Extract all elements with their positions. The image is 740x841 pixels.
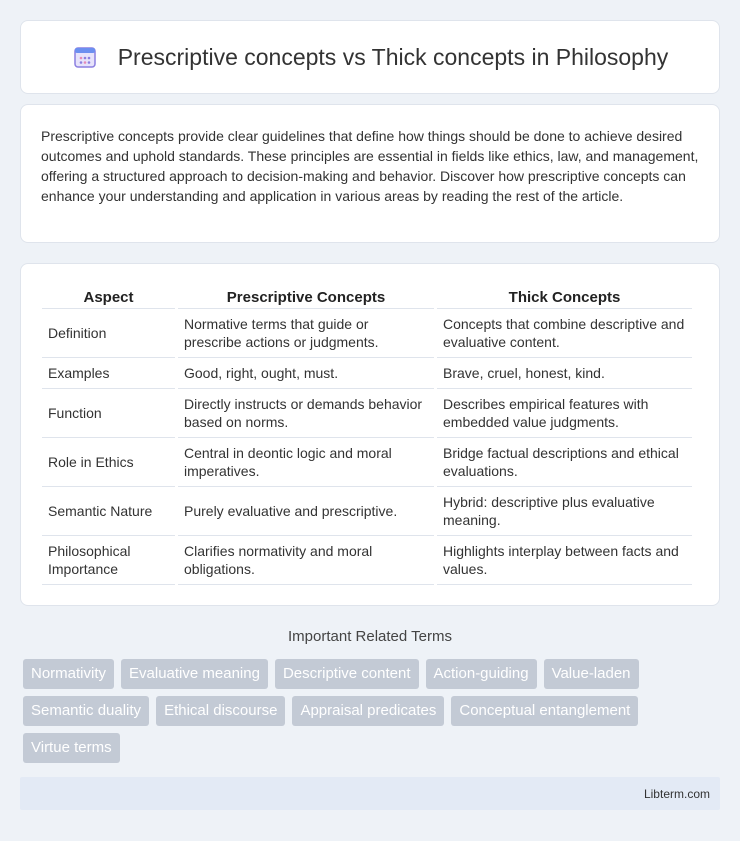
column-header-aspect: Aspect <box>42 286 175 309</box>
footer-site-link[interactable]: Libterm.com <box>643 787 710 801</box>
table-cell: Purely evaluative and prescriptive. <box>178 487 434 536</box>
footer <box>20 777 720 810</box>
table-header-row <box>42 286 692 309</box>
header-card <box>20 20 720 94</box>
table-row <box>42 309 692 358</box>
related-term-tag[interactable]: Evaluative meaning <box>121 659 268 689</box>
table-cell: Function <box>42 389 175 438</box>
table-row <box>42 487 692 536</box>
table-row <box>42 536 692 585</box>
table-cell: Concepts that combine descriptive and evaluative content. <box>437 309 692 358</box>
intro-card <box>20 104 720 243</box>
table-cell: Central in deontic logic and moral imperatives. <box>178 438 434 487</box>
table-cell: Definition <box>42 309 175 358</box>
related-term-tag[interactable]: Value-laden <box>544 659 639 689</box>
related-terms-title: Important Related Terms <box>288 628 452 645</box>
table-row <box>42 438 692 487</box>
intro-text: Prescriptive concepts provide clear guidelines that define how things should be done to achieve desired outcomes and uphold standards. These principles are essential in fields like ethics, law, and management, offering a structured approach to decision-making and behavior. Discover how prescriptive concepts can enhance your understanding and application in various areas by reading the rest of the article. <box>41 128 699 204</box>
table-cell: Semantic Nature <box>42 487 175 536</box>
table-cell: Describes empirical features with embedded value judgments. <box>437 389 692 438</box>
table-row <box>42 358 692 389</box>
table-cell: Directly instructs or demands behavior based on norms. <box>178 389 434 438</box>
related-term-tag[interactable]: Conceptual entanglement <box>451 696 638 726</box>
table-cell: Philosophical Importance <box>42 536 175 585</box>
column-header-thick: Thick Concepts <box>437 286 692 309</box>
related-term-tag[interactable]: Appraisal predicates <box>292 696 444 726</box>
comparison-table <box>39 286 695 585</box>
column-header-prescriptive: Prescriptive Concepts <box>178 286 434 309</box>
table-cell: Normative terms that guide or prescribe actions or judgments. <box>178 309 434 358</box>
table-cell: Role in Ethics <box>42 438 175 487</box>
table-row <box>42 389 692 438</box>
table-cell: Good, right, ought, must. <box>178 358 434 389</box>
calendar-icon <box>72 44 98 70</box>
table-cell: Examples <box>42 358 175 389</box>
table-cell: Clarifies normativity and moral obligations. <box>178 536 434 585</box>
table-cell: Hybrid: descriptive plus evaluative meaning. <box>437 487 692 536</box>
table-cell: Bridge factual descriptions and ethical evaluations. <box>437 438 692 487</box>
related-term-tag[interactable]: Normativity <box>23 659 114 689</box>
table-cell: Highlights interplay between facts and values. <box>437 536 692 585</box>
comparison-table-card <box>20 263 720 606</box>
related-term-tag[interactable]: Ethical discourse <box>156 696 285 726</box>
related-term-tag[interactable]: Semantic duality <box>23 696 149 726</box>
page-title: Prescriptive concepts vs Thick concepts in Philosophy <box>117 43 669 70</box>
related-term-tag[interactable]: Virtue terms <box>23 733 120 763</box>
table-cell: Brave, cruel, honest, kind. <box>437 358 692 389</box>
related-term-tag[interactable]: Action-guiding <box>426 659 537 689</box>
related-term-tag[interactable]: Descriptive content <box>275 659 419 689</box>
related-terms-list <box>23 659 723 770</box>
